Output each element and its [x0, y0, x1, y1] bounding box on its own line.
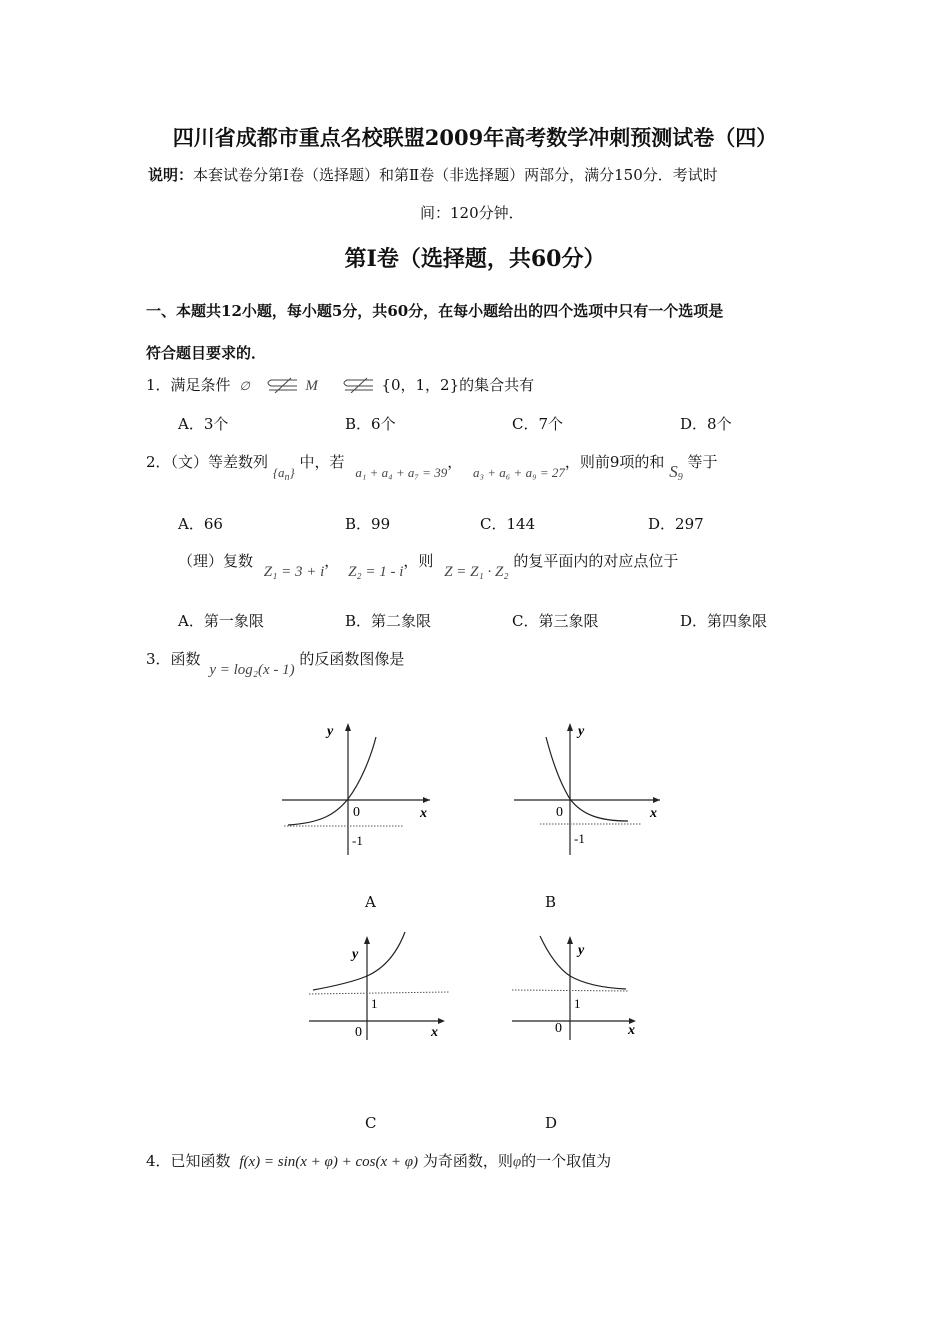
graph-d-origin: 0	[555, 1021, 562, 1036]
graph-b-y-label: y	[578, 724, 585, 739]
exam-note-line2: 间：120分钟．	[420, 204, 524, 222]
q2-option-c: C．144	[480, 515, 536, 533]
q2-mid: 中，若	[299, 453, 345, 471]
graph-b-label: B	[545, 893, 557, 911]
exam-title: 四川省成都市重点名校联盟2009年高考数学冲刺预测试卷（四）	[172, 125, 778, 150]
section-instruction-line1: 一、本题共12小题，每小题5分，共60分，在每小题给出的四个选项中只有一个选项是	[146, 302, 724, 320]
q2-li-prefix: （理）复数	[178, 552, 254, 570]
graph-a-x-label: x	[420, 806, 427, 821]
note-label: 说明：	[148, 166, 194, 184]
graph-b-x-label: x	[650, 806, 657, 821]
q2-option-a: A．66	[178, 515, 223, 533]
empty-set-symbol: ∅	[239, 379, 250, 393]
complex-z: Z = Z₁ · Z₂	[444, 564, 509, 580]
sequence-an: $\{a_n\}$	[272, 465, 295, 483]
q2-li-option-b: B．第二象限	[345, 612, 432, 630]
graph-d-label: D	[545, 1114, 558, 1132]
graph-a	[280, 715, 440, 865]
graph-d-one: 1	[574, 996, 581, 1011]
graph-a-origin: 0	[353, 805, 360, 820]
q1-option-d: D．8个	[680, 415, 732, 433]
question-2	[146, 451, 718, 483]
q4-phi: φ	[512, 1154, 522, 1170]
graph-c-origin: 0	[355, 1025, 362, 1040]
q2-end: 等于	[687, 453, 718, 471]
question-4	[146, 1150, 611, 1171]
question-3	[146, 648, 405, 678]
q4-mid: 为奇函数，则	[422, 1152, 513, 1170]
q2-equation-1: a₁ + a₄ + a₇ = 39	[355, 465, 448, 480]
graph-c-label: C	[365, 1114, 377, 1132]
graph-b-origin: 0	[556, 805, 563, 820]
q2-option-d: D．297	[648, 515, 704, 533]
q4-function: f(x) = sin(x + φ) + cos(x + φ)	[239, 1154, 419, 1170]
q2-li-comma: ，	[324, 552, 340, 570]
graph-c	[305, 928, 455, 1048]
q2-li-option-d: D．第四象限	[680, 612, 768, 630]
q1-option-c: C．7个	[512, 415, 564, 433]
set-M: M	[305, 378, 318, 394]
q4-prefix: 4．已知函数	[146, 1152, 231, 1170]
q1-set: {0，1，2}的集合共有	[381, 376, 535, 394]
graph-a-y-label: y	[327, 724, 334, 739]
graph-c-one: 1	[371, 996, 378, 1011]
part1-heading: 第Ⅰ卷（选择题，共60分）	[344, 246, 606, 272]
graph-c-y-label: y	[352, 947, 359, 962]
q3-function: y = log₂(x - 1)	[209, 662, 295, 678]
graph-b	[510, 715, 670, 865]
graph-a-minus-one: -1	[352, 833, 363, 848]
graph-a-label: A	[365, 893, 376, 911]
question-2-li	[178, 550, 679, 580]
section-instruction-line2: 符合题目要求的．	[146, 344, 267, 362]
q2-li-tail: 的复平面内的对应点位于	[513, 552, 679, 570]
complex-z1: Z₁ = 3 + i	[263, 564, 325, 580]
q1-option-b: B．6个	[345, 415, 396, 433]
sum-S9: $S_9$	[669, 462, 683, 483]
complex-z2: Z₂ = 1 - i	[348, 564, 404, 580]
q2-li-then: ，则	[403, 552, 434, 570]
graph-c-x-label: x	[431, 1025, 438, 1040]
q3-tail: 的反函数图像是	[299, 650, 405, 668]
q3-prefix: 3．函数	[146, 650, 201, 668]
q2-comma: ，	[447, 453, 463, 471]
q2-li-option-a: A．第一象限	[178, 612, 264, 630]
graph-b-minus-one: -1	[574, 831, 585, 846]
proper-subset-symbol	[261, 377, 301, 393]
question-1	[146, 374, 534, 395]
q2-li-option-c: C．第三象限	[512, 612, 599, 630]
q1-prefix: 1．满足条件	[146, 376, 231, 394]
graph-d-y-label: y	[578, 943, 585, 958]
q1-option-a: A．3个	[178, 415, 229, 433]
q2-prefix: 2．（文）等差数列	[146, 453, 269, 471]
q2-equation-2: a₃ + a₆ + a₉ = 27	[473, 465, 565, 480]
q4-tail: 的一个取值为	[521, 1152, 612, 1170]
graph-d	[508, 928, 658, 1048]
note-text: 本套试卷分第Ⅰ卷（选择题）和第Ⅱ卷（非选择题）两部分，满分150分．考试时	[193, 166, 718, 184]
subset-symbol	[337, 377, 377, 393]
exam-note-line1	[148, 164, 718, 185]
q2-option-b: B．99	[345, 515, 391, 533]
q2-tail: ，则前9项的和	[564, 453, 665, 471]
graph-d-x-label: x	[628, 1023, 635, 1038]
